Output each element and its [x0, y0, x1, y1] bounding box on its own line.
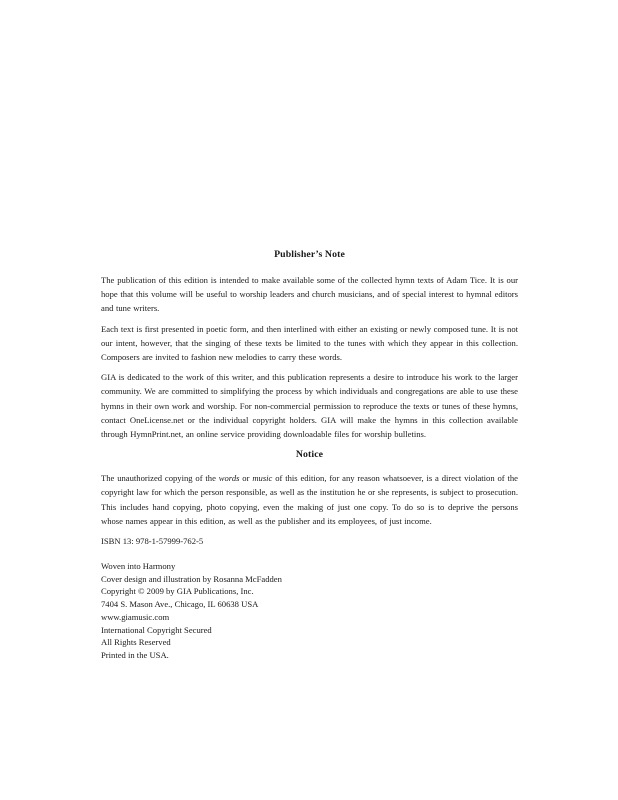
colophon-rights: All Rights Reserved [101, 637, 171, 648]
page-content [101, 0, 518, 662]
notice-text-tail: of this edition, for any reason whatsoever, is a direct violation of the copyright law for which the person responsible, as well as the institution he or she represents, is subject to prosecution. This includes hand copying, photo copying, even the making of just one copy. To do so is to deprive the persons whose names appear in this edition, as well as the publisher and its employees, of just income. [101, 473, 518, 526]
notice-italic-music: music [252, 473, 273, 484]
publishers-note-paragraph-2: Each text is first presented in poetic form, and then interlined with either an existing or newly composed tune. It is not our intent, however, that the singing of these texts be limited to the tunes with which they appear in this collection. Composers are invited to fashion new melodies to carry these words. [101, 323, 518, 363]
colophon-intl-copyright: International Copyright Secured [101, 624, 212, 635]
notice-text-lead: The unauthorized copying of the [101, 473, 219, 484]
colophon-address: 7404 S. Mason Ave., Chicago, IL 60638 USA [101, 599, 259, 610]
notice-heading: Notice [295, 449, 324, 461]
notice-paragraph [101, 471, 518, 528]
colophon-block [101, 560, 518, 662]
publishers-note-heading: Publisher’s Note [274, 249, 345, 260]
publishers-note-paragraph-1: The publication of this edition is intended to make available some of the collected hymn texts of Adam Tice. It is our hope that this volume will be useful to worship leaders and church musicians, and of special interest to hymnal editors and tune writers. [101, 275, 518, 314]
colophon-copyright: Copyright © 2009 by GIA Publications, Inc. [101, 586, 254, 597]
colophon-title: Woven into Harmony [101, 561, 176, 572]
notice-italic-words: words [218, 473, 240, 484]
notice-text-mid: or [239, 473, 253, 484]
publishers-note-paragraph-3: GIA is dedicated to the work of this writer, and this publication represents a desire to introduce his work to the larger community. We are committed to simplifying the process by which individuals and congregations are able to use these hymns in their own work and worship. For non-commercial permission to reproduce the texts or tunes of these hymns, contact OneLicense.net or the individual copyright holders. GIA will make the hymns in this collection available through HymnPrint.net, an online service providing downloadable files for worship bulletins. [101, 372, 518, 440]
colophon-website: www.giamusic.com [101, 611, 170, 622]
isbn-line: ISBN 13: 978-1-57999-762-5 [101, 536, 204, 547]
colophon-printed: Printed in the USA. [101, 649, 169, 660]
colophon-cover-credit: Cover design and illustration by Rosanna McFadden [101, 573, 282, 584]
